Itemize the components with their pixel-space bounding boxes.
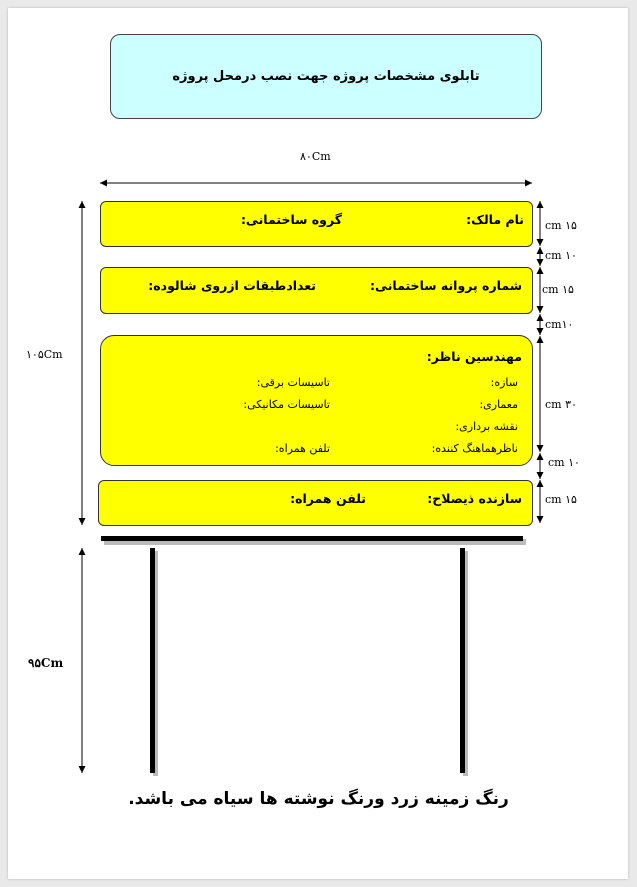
- row2-height-label: cm ۱۵: [542, 283, 574, 296]
- legs-height-label: ۹۵Cm: [28, 656, 64, 670]
- width-label: ۸۰Cm: [300, 150, 331, 163]
- base-bar: [101, 536, 523, 541]
- engineers-heading: مهندسین ناظر:: [426, 349, 522, 364]
- row1-height-label: cm ۱۵: [545, 219, 577, 232]
- coordinator-label: ناظرهماهنگ کننده:: [431, 442, 518, 455]
- left-leg: [150, 548, 155, 773]
- row3-height-label: cm ۳۰: [545, 398, 577, 411]
- owner-row: [100, 201, 533, 247]
- right-leg: [460, 548, 465, 773]
- permit-number-label: شماره پروانه ساختمانی:: [370, 278, 522, 293]
- structure-label: سازه:: [490, 376, 518, 389]
- color-note: رنگ زمینه زرد ورنگ نوشته ها سیاه می باشد.: [128, 789, 509, 809]
- engineers-row: [100, 335, 533, 466]
- builder-row: [98, 480, 533, 526]
- building-group-label: گروه ساختمانی:: [240, 212, 342, 227]
- mechanical-label: تاسیسات مکانیکی:: [243, 398, 330, 411]
- architecture-label: معماری:: [479, 398, 518, 411]
- gap1-label: cm ۱۰: [545, 249, 577, 262]
- builder-mobile-label: تلفن همراه:: [290, 491, 366, 506]
- builder-label: سازنده ذیصلاح:: [427, 491, 522, 506]
- floors-count-label: تعدادطبقات ازروی شالوده:: [148, 278, 316, 293]
- gap3-label: cm ۱۰: [548, 456, 580, 469]
- surveying-label: نقشه برداری:: [455, 420, 518, 433]
- electrical-label: تاسیسات برقی:: [256, 376, 330, 389]
- board-height-label: ۱۰۵Cm: [26, 348, 63, 361]
- engineer-mobile-label: تلفن همراه:: [275, 442, 330, 455]
- gap2-label: cm۱۰: [545, 318, 574, 331]
- permit-row: [100, 267, 533, 314]
- row4-height-label: cm ۱۵: [545, 493, 577, 506]
- owner-label: نام مالک:: [466, 212, 524, 227]
- board-title: تابلوی مشخصات پروژه جهت نصب درمحل پروژه: [172, 69, 480, 84]
